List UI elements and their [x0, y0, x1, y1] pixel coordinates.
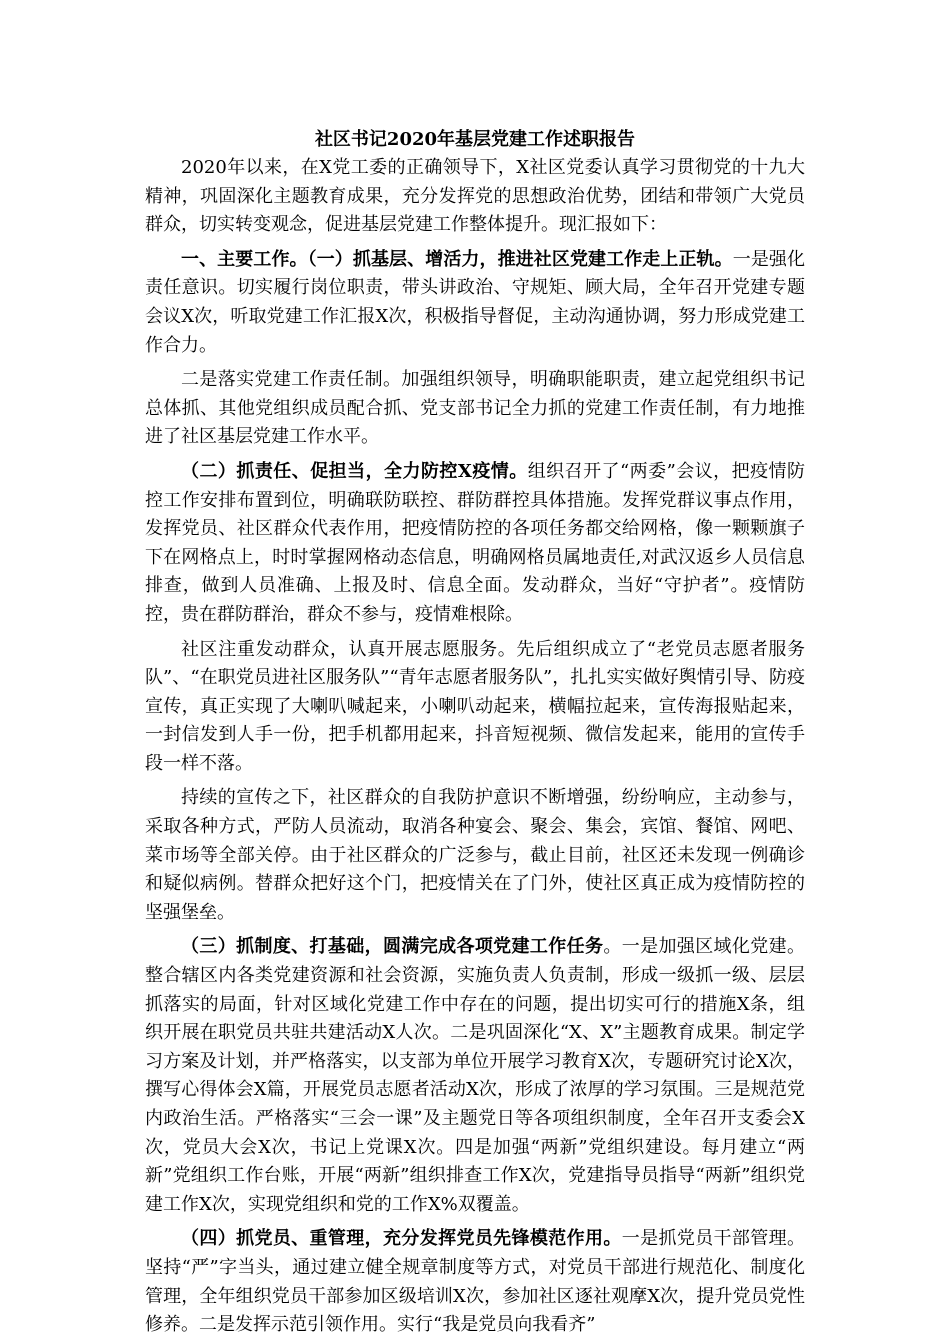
paragraph-intro: [145, 154, 805, 240]
paragraph-text: 组织召开了“两委”会议，把疫情防控工作安排布置到位，明确联防联控、群防群控具体措施。发挥党群议事点作用，发挥党员、社区群众代表作用，把疫情防控的各项任务都交给网格，像一颗颗旗子下在网格点上，时时掌握网格动态信息，明确网格员属地责任,对武汉返乡人员信息排查，做到人员准确、上报及时、信息全面。发动群众，当好“守护者”。疫情防控，贵在群防群治，群众不参与，疫情难根除。: [145, 460, 805, 625]
paragraph-text: 。一是加强区域化党建。整合辖区内各类党建资源和社会资源，实施负责人负责制，形成一级抓一级、层层抓落实的局面，针对区域化党建工作中存在的问题，提出切实可行的措施X条，组织开展在职党员共驻共建活动X人次。二是巩固深化“X、X”主题教育成果。制定学习方案及计划，并严格落实，以支部为单位开展学习教育X次，专题研究讨论X次，撰写心得体会X篇，开展党员志愿者活动X次，形成了浓厚的学习氛围。三是规范党内政治生活。严格落实“三会一课”及主题党日等各项组织制度，全年召开支委会X次，党员大会X次，书记上党课X次。四是加强“两新”党组织建设。每月建立“两新”党组织工作台账，开展“两新”组织排查工作X次，党建指导员指导“两新”组织党建工作X次，实现党组织和党的工作X%双覆盖。: [145, 936, 806, 1215]
paragraph-awareness: [145, 784, 805, 927]
paragraph-section-3: [145, 933, 805, 1219]
paragraph-section-2: [145, 458, 805, 630]
document-body: [145, 154, 805, 1340]
paragraph-section-1: [145, 246, 805, 360]
paragraph-section-4: [145, 1225, 805, 1339]
paragraph-text: 一是强化责任意识。切实履行岗位职责，带头讲政治、守规矩、顾大局，全年召开党建专题会议X次，听取党建工作汇报X次，积极指导督促，主动沟通协调，努力形成党建工作合力。: [145, 248, 805, 356]
paragraph-responsibility: [145, 366, 805, 452]
paragraph-text: 一是抓党员干部管理。坚持“严”字当头，通过建立健全规章制度等方式，对党员干部进行规范化、制度化管理，全年组织党员干部参加区级培训X次，参加社区逐社观摩X次，提升党员党性修养。二是发挥示范引领作用。实行“我是党员向我看齐”: [145, 1228, 806, 1336]
paragraph-volunteer: [145, 636, 805, 779]
document-title: 社区书记2020年基层党建工作述职报告: [314, 129, 636, 150]
paragraph-text: 社区注重发动群众，认真开展志愿服务。先后组织成立了“老党员志愿者服务队”、“在职党员进社区服务队”“青年志愿者服务队”，扎扎实实做好舆情引导、防疫宣传，真正实现了大喇叭喊起来，小喇叭动起来，横幅拉起来，宣传海报贴起来，一封信发到人手一份，把手机都用起来，抖音短视频、微信发起来，能用的宣传手段一样不落。: [145, 638, 805, 774]
section-heading: （四）抓党员、重管理，充分发挥党员先锋模范作用。: [181, 1228, 622, 1250]
section-heading: （二）抓责任、促担当，全力防控X疫情。: [181, 460, 528, 482]
section-heading: （三）抓制度、打基础，圆满完成各项党建工作任务: [181, 936, 604, 958]
section-heading: 一、主要工作。（一）抓基层、增活力，推进社区党建工作走上正轨。: [181, 248, 733, 270]
paragraph-text: 持续的宣传之下，社区群众的自我防护意识不断增强，纷纷响应，主动参与，采取各种方式，严防人员流动，取消各种宴会、聚会、集会，宾馆、餐馆、网吧、菜市场等全部关停。由于社区群众的广泛参与，截止目前，社区还未发现一例确诊和疑似病例。替群众把好这个门，把疫情关在了门外，使社区真正成为疫情防控的坚强堡垒。: [145, 787, 805, 923]
paragraph-text: 2020年以来，在X党工委的正确领导下，X社区党委认真学习贯彻党的十九大精神，巩固深化主题教育成果，充分发挥党的思想政治优势，团结和带领广大党员群众，切实转变观念，促进基层党建工作整体提升。现汇报如下：: [145, 157, 805, 236]
paragraph-text: 二是落实党建工作责任制。加强组织领导，明确职能职责，建立起党组织书记总体抓、其他党组织成员配合抓、党支部书记全力抓的党建工作责任制，有力地推进了社区基层党建工作水平。: [145, 369, 805, 448]
